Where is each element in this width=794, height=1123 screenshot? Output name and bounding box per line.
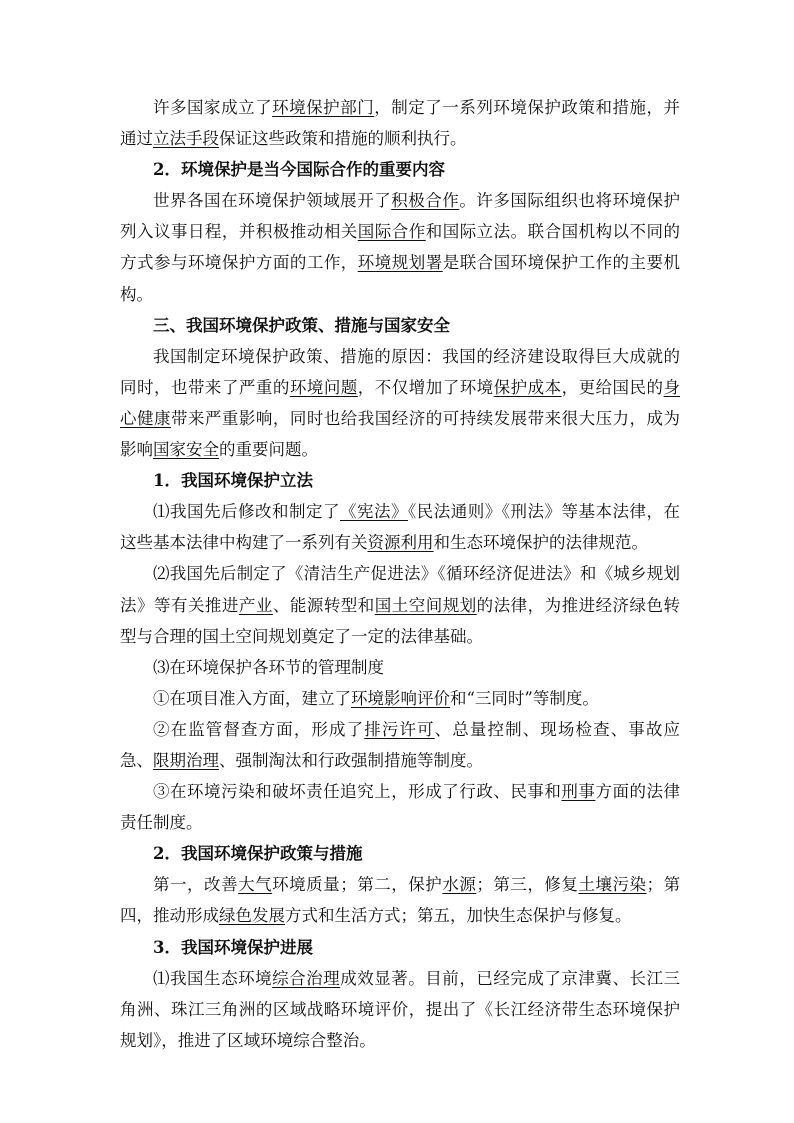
text-run: ⑶在环境保护各环节的管理制度 [153, 657, 384, 677]
body-paragraph [120, 869, 680, 931]
body-paragraph [120, 341, 680, 465]
text-run: 和国际立法。联合国机构以不同的方式参与环境保护方面的工作， [120, 222, 680, 273]
text-run: 、总量控制、现场检查、事故应急、 [120, 719, 681, 770]
underlined-key-term: 排污许可 [364, 719, 435, 739]
text-run: 2．我国环境保护政策与措施 [153, 844, 363, 864]
document-page [120, 92, 680, 1056]
underlined-key-term: 限期治理 [153, 750, 219, 770]
text-run: 3．我国环境保护进展 [153, 937, 313, 957]
text-run: 的法律，为推进经济绿色转型与合理的国土空间规划奠定了一定的法律基础。 [120, 595, 680, 646]
text-run: 方面的法律责任制度。 [120, 782, 681, 833]
text-run: 环境质量；第二，保护 [272, 875, 443, 895]
text-run: ；第四，推动形成 [120, 875, 681, 926]
body-paragraph [120, 185, 680, 309]
body-paragraph [120, 683, 680, 714]
text-run: ⑴我国生态环境 [153, 968, 273, 988]
text-run: 方式和生活方式；第五，加快生态保护与修复。 [285, 906, 632, 926]
underlined-key-term: 环境问题 [289, 377, 358, 397]
text-run: 、能源转型和 [272, 595, 375, 615]
underlined-key-term: 积极合作 [391, 191, 460, 211]
underlined-key-term: 环境规划署 [357, 253, 443, 273]
text-run: ；第三，修复 [476, 875, 579, 895]
text-run: 2．环境保护是当今国际合作的重要内容 [153, 160, 445, 180]
text-run: ②在监管督查方面，形成了 [153, 719, 365, 739]
text-run: 我国制定环境保护政策、措施的原因：我国的经济建设取得巨大成就的同时，也带来了严重的 [120, 346, 680, 397]
text-run: 三、我国环境保护政策、措施与国家安全 [153, 315, 450, 335]
underlined-key-term: 综合治理 [272, 968, 341, 988]
text-run: 世界各国在环境保护领域展开了 [153, 191, 392, 211]
underlined-key-term: 身心健康 [120, 377, 680, 428]
text-run: 保证这些政策和措施的顺利执行。 [219, 129, 467, 149]
section-heading [120, 154, 680, 185]
section-heading [120, 838, 680, 869]
text-run: 。许多国际组织也将环境保护列入议事日程，并积极推动相关 [120, 191, 681, 242]
text-run: 1．我国环境保护立法 [153, 471, 313, 491]
underlined-key-term: 《宪法》 [340, 502, 408, 522]
text-run: ，制定了一系列环境保护政策和措施，并通过 [120, 98, 681, 149]
text-run: 和“三同时”等制度。 [450, 688, 599, 708]
text-run: ③在环境污染和破坏责任追究上，形成了行政、民事和 [153, 782, 562, 802]
underlined-key-term: 水源 [442, 875, 477, 895]
section-heading [120, 310, 680, 341]
underlined-key-term: 产业 [238, 595, 273, 615]
text-run: 带来严重影响，同时也给我国经济的可持续发展带来很大压力，成为影响 [120, 408, 680, 460]
text-run: ⑴我国先后修改和制定了 [153, 502, 340, 522]
body-paragraph [120, 496, 680, 558]
body-paragraph [120, 92, 680, 154]
section-heading [120, 932, 680, 963]
text-run: 的重要问题。 [219, 440, 318, 460]
body-paragraph [120, 963, 680, 1056]
text-run: 是联合国环境保护工作的主要机构。 [120, 253, 680, 304]
underlined-key-term: 立法手段 [153, 129, 219, 149]
body-paragraph [120, 558, 680, 651]
text-run: ，不仅增加了环境 [357, 377, 494, 397]
underlined-key-term: 国土空间规划 [374, 595, 477, 615]
body-paragraph [120, 776, 680, 838]
text-run: ⑵我国先后制定了《清洁生产促进法》《循环经济促进法》和《城乡规划法》等有关推进 [120, 564, 680, 615]
text-run: 、强制淘汰和行政强制措施等制度。 [219, 750, 483, 770]
underlined-key-term: 资源利用 [367, 533, 434, 553]
section-heading [120, 465, 680, 496]
text-run: 第一，改善 [153, 875, 239, 895]
underlined-key-term: 土壤污染 [578, 875, 647, 895]
text-run: 《民法通则》《刑法》等基本法律，在这些基本法律中构建了一系列有关 [120, 502, 680, 553]
underlined-key-term: 环境保护部门 [272, 98, 375, 117]
body-paragraph [120, 652, 680, 683]
underlined-key-term: 国际合作 [357, 222, 426, 242]
text-run: 和生态环境保护的法律规范。 [433, 533, 648, 553]
underlined-key-term: 环境影响评价 [351, 688, 450, 708]
underlined-key-term: 大气 [238, 875, 273, 895]
underlined-key-term: 国家安全 [153, 440, 219, 460]
text-run: ①在项目准入方面，建立了 [153, 688, 351, 708]
underlined-key-term: 保护成本 [493, 377, 562, 397]
text-run: ，更给国民的 [561, 377, 664, 397]
underlined-key-term: 绿色发展 [219, 906, 285, 926]
text-run: 许多国家成立了 [153, 98, 273, 117]
body-paragraph [120, 714, 680, 776]
underlined-key-term: 刑事 [561, 782, 596, 802]
text-run: 成效显著。目前，已经完成了京津冀、长江三角洲、珠江三角洲的区域战略环境评价，提出了《长江经济带生态环境保护规划》，推进了区域环境综合整治。 [120, 968, 681, 1050]
